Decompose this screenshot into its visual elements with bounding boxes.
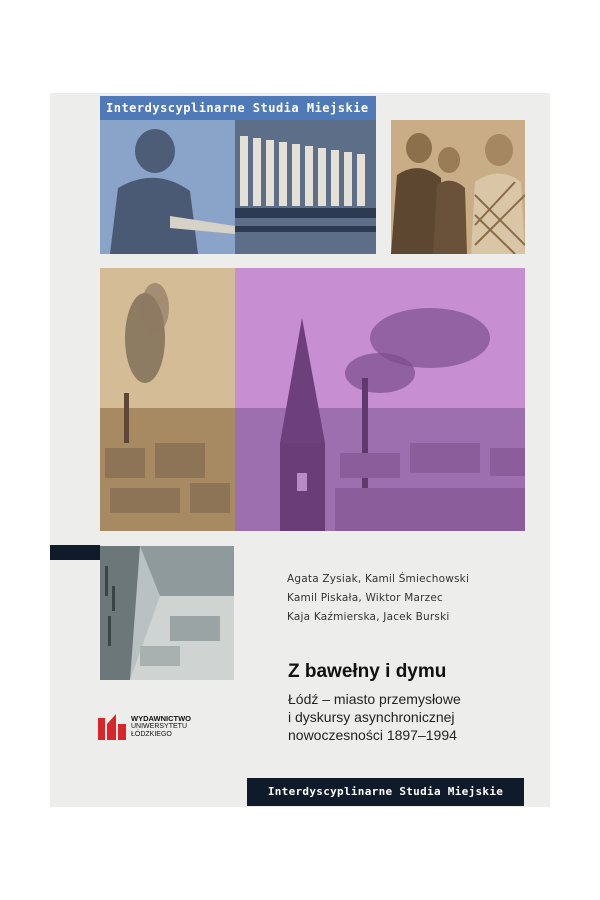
publisher-logo bbox=[98, 714, 191, 740]
subtitle-line: Łódź – miasto przemysłowe bbox=[288, 691, 461, 707]
accent-bar bbox=[50, 545, 100, 560]
photo-street-scene bbox=[100, 546, 234, 680]
series-label-top: Interdyscyplinarne Studia Miejskie bbox=[106, 101, 369, 115]
publisher-mark-icon bbox=[98, 714, 126, 740]
subtitle-line: i dyskursy asynchronicznej bbox=[288, 709, 455, 725]
publisher-line: UNIWERSYTETU bbox=[131, 723, 187, 730]
author-line: Kamil Piskała, Wiktor Marzec bbox=[287, 592, 443, 604]
photo-women bbox=[391, 120, 525, 254]
photo-factory-skyline bbox=[100, 268, 525, 531]
series-label-bottom: Interdyscyplinarne Studia Miejskie bbox=[247, 778, 524, 806]
publisher-line: WYDAWNICTWO bbox=[131, 714, 191, 723]
book-subtitle bbox=[288, 690, 461, 744]
subtitle-line: nowoczesności 1897–1994 bbox=[288, 727, 457, 743]
book-title: Z bawełny i dymu bbox=[288, 661, 447, 682]
author-line: Kaja Kaźmierska, Jacek Burski bbox=[287, 611, 450, 623]
publisher-line: ŁÓDZKIEGO bbox=[131, 731, 172, 738]
authors-list bbox=[287, 570, 469, 627]
author-line: Agata Zysiak, Kamil Śmiechowski bbox=[287, 573, 470, 585]
